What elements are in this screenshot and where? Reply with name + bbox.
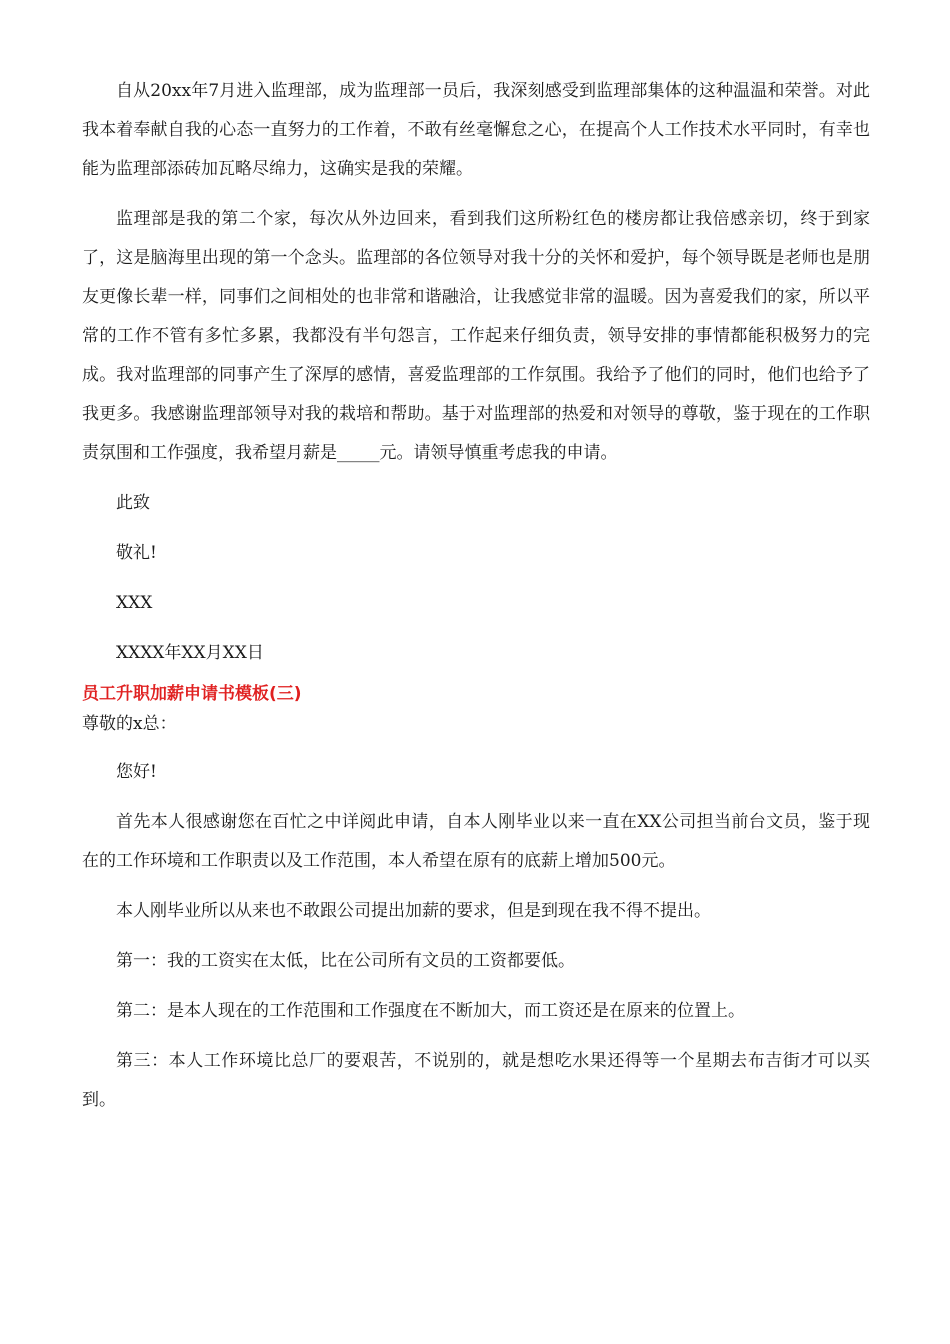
closing-line: 此致 xyxy=(116,493,150,513)
reason-point-2: 第二：是本人现在的工作范围和工作强度在不断加大，而工资还是在原来的位置上。 xyxy=(116,1001,745,1021)
paragraph-second-home: 监理部是我的第二个家，每次从外边回来，看到我们这所粉红色的楼房都让我倍感亲切，终于到家了，这是脑海里出现的第一个念头。监理部的各位领导对我十分的关怀和爱护，每个领导既是老师也是朋友更像长辈一样，同事们之间相处的也非常和谐融洽，让我感觉非常的温暖。因为喜爱我们的家，所以平常的工作不管有多忙多累，我都没有半句怨言，工作起来仔细负责，领导安排的事情都能积极努力的完成。我对监理部的同事产生了深厚的感情，喜爱监理部的工作氛围。我给予了他们的同时，他们也给予了我更多。我感谢监理部领导对我的栽培和帮助。基于对监理部的热爱和对领导的尊敬，鉴于现在的工作职责氛围和工作强度，我希望月薪是_____元。请领导慎重考虑我的申请。 xyxy=(82,209,870,463)
signature: XXX xyxy=(116,593,153,613)
document-body xyxy=(82,72,870,1120)
paragraph-intro: 自从20xx年7月进入监理部，成为监理部一员后，我深刻感受到监理部集体的这种温温和荣誉。对此我本着奉献自我的心态一直努力的工作着，不敢有丝毫懈怠之心，在提高个人工作技术水平同时，有幸也能为监理部添砖加瓦略尽绵力，这确实是我的荣耀。 xyxy=(82,81,870,179)
reason-point-3: 第三：本人工作环境比总厂的要艰苦，不说别的，就是想吃水果还得等一个星期去布吉街才可以买到。 xyxy=(82,1051,870,1110)
reason-point-1: 第一：我的工资实在太低，比在公司所有文员的工资都要低。 xyxy=(116,951,575,971)
greeting: 您好! xyxy=(116,762,157,782)
paragraph-request: 首先本人很感谢您在百忙之中详阅此申请，自本人刚毕业以来一直在XX公司担当前台文员，鉴于现在的工作环境和工作职责以及工作范围，本人希望在原有的底薪上增加500元。 xyxy=(82,812,870,871)
date-line: XXXX年XX月XX日 xyxy=(116,643,264,663)
closing-salute: 敬礼! xyxy=(116,543,157,563)
paragraph-reason-intro: 本人刚毕业所以从来也不敢跟公司提出加薪的要求，但是到现在我不得不提出。 xyxy=(116,901,711,921)
salutation: 尊敬的x总： xyxy=(82,714,177,734)
section-heading: 员工升职加薪申请书模板(三) xyxy=(82,684,302,704)
